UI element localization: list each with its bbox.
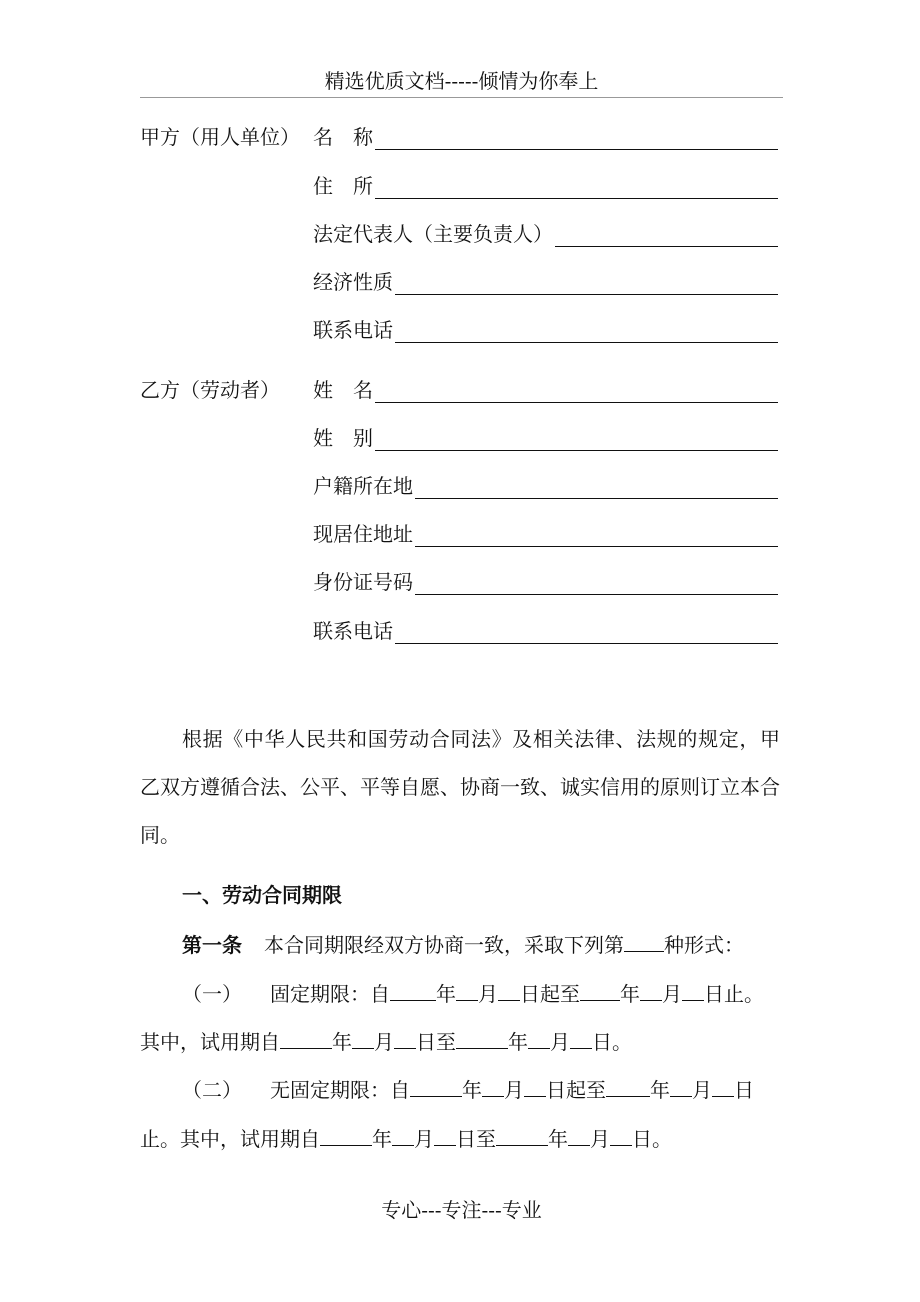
text: 日起至 <box>520 982 580 1006</box>
article-text: 种形式： <box>664 933 744 957</box>
blank-field[interactable] <box>712 1076 734 1097</box>
fill-line <box>395 320 778 343</box>
party-b-name-field[interactable] <box>313 377 778 403</box>
fill-line <box>415 476 778 499</box>
text: 年 <box>508 1030 528 1054</box>
article-text: 本合同期限经双方协商一致，采取下列第 <box>264 933 624 957</box>
fill-line <box>555 224 778 247</box>
text: 止。其中，试用期自 <box>140 1127 320 1151</box>
field-label: 姓 别 <box>313 426 373 450</box>
article-1 <box>182 931 744 958</box>
field-label: 现居住地址 <box>313 522 413 546</box>
party-b-phone-field[interactable] <box>313 618 778 644</box>
option-fixed-term-line1 <box>182 980 764 1007</box>
fill-line <box>375 428 778 451</box>
text: 日止。 <box>704 982 764 1006</box>
text: 日至 <box>416 1030 456 1054</box>
text: 年 <box>650 1078 670 1102</box>
text: 月 <box>662 982 682 1006</box>
blank-field[interactable] <box>456 980 478 1001</box>
party-a-name-field[interactable] <box>313 124 778 150</box>
field-label: 联系电话 <box>313 318 393 342</box>
field-label: 经济性质 <box>313 270 393 294</box>
party-b-label: 乙方（劳动者） <box>140 378 280 402</box>
party-b-household-field[interactable] <box>313 473 778 499</box>
text: 年 <box>372 1127 392 1151</box>
blank-field[interactable] <box>682 980 704 1001</box>
blank-field[interactable] <box>410 1076 462 1097</box>
blank-field[interactable] <box>610 1125 632 1146</box>
text: 日至 <box>456 1127 496 1151</box>
fill-line <box>375 127 778 150</box>
preamble-paragraph: 根据《中华人民共和国劳动合同法》及相关法律、法规的规定，甲乙双方遵循合法、公平、平等自愿、协商一致、诚实信用的原则订立本合同。 <box>140 727 780 847</box>
blank-field[interactable] <box>606 1076 650 1097</box>
blank-field[interactable] <box>524 1076 546 1097</box>
blank-field[interactable] <box>394 1028 416 1049</box>
field-label: 住 所 <box>313 174 373 198</box>
page-footer: 专心---专注---专业 <box>381 1198 542 1222</box>
fill-line <box>395 272 778 295</box>
text: 日 <box>734 1078 754 1102</box>
option-label: （二） <box>182 1078 242 1102</box>
blank-field[interactable] <box>456 1028 508 1049</box>
text: 月 <box>414 1127 434 1151</box>
party-a-address-field[interactable] <box>313 173 778 199</box>
text: 年 <box>620 982 640 1006</box>
blank-field[interactable] <box>482 1076 504 1097</box>
option-open-term-line2 <box>140 1125 672 1152</box>
article-number: 第一条 <box>182 933 242 957</box>
text: 月 <box>478 982 498 1006</box>
blank-field[interactable] <box>528 1028 550 1049</box>
blank-field[interactable] <box>624 931 664 952</box>
blank-field[interactable] <box>640 980 662 1001</box>
field-label: 联系电话 <box>313 619 393 643</box>
party-b-current-address-field[interactable] <box>313 521 778 547</box>
blank-field[interactable] <box>352 1028 374 1049</box>
option-open-term-line1 <box>182 1076 754 1103</box>
text: 其中，试用期自 <box>140 1030 280 1054</box>
text: 月 <box>692 1078 712 1102</box>
text: 年 <box>462 1078 482 1102</box>
blank-field[interactable] <box>320 1125 372 1146</box>
blank-field[interactable] <box>670 1076 692 1097</box>
header-rule <box>140 97 783 98</box>
fill-line <box>375 380 778 403</box>
text: 月 <box>504 1078 524 1102</box>
party-a-label: 甲方（用人单位） <box>140 125 300 149</box>
text: 日起至 <box>546 1078 606 1102</box>
field-label: 法定代表人（主要负责人） <box>313 222 553 246</box>
field-label: 户籍所在地 <box>313 474 413 498</box>
party-b-gender-field[interactable] <box>313 425 778 451</box>
blank-field[interactable] <box>434 1125 456 1146</box>
party-a-representative-field[interactable] <box>313 221 778 247</box>
text: 年 <box>436 982 456 1006</box>
text: 年 <box>332 1030 352 1054</box>
fill-line <box>375 176 778 199</box>
fill-line <box>415 524 778 547</box>
blank-field[interactable] <box>280 1028 332 1049</box>
blank-field[interactable] <box>568 1125 590 1146</box>
blank-field[interactable] <box>496 1125 548 1146</box>
party-b-id-number-field[interactable] <box>313 569 778 595</box>
text: 月 <box>590 1127 610 1151</box>
blank-field[interactable] <box>570 1028 592 1049</box>
blank-field[interactable] <box>390 980 436 1001</box>
party-a-economic-nature-field[interactable] <box>313 269 778 295</box>
blank-field[interactable] <box>498 980 520 1001</box>
party-a-phone-field[interactable] <box>313 317 778 343</box>
text: 月 <box>550 1030 570 1054</box>
text: 无固定期限：自 <box>270 1078 410 1102</box>
page-header: 精选优质文档-----倾情为你奉上 <box>324 69 599 93</box>
field-label: 姓 名 <box>313 378 373 402</box>
blank-field[interactable] <box>392 1125 414 1146</box>
fill-line <box>415 572 778 595</box>
text: 固定期限：自 <box>270 982 390 1006</box>
text: 日。 <box>592 1030 632 1054</box>
text: 年 <box>548 1127 568 1151</box>
section-heading: 一、劳动合同期限 <box>182 883 342 907</box>
text: 月 <box>374 1030 394 1054</box>
text: 日。 <box>632 1127 672 1151</box>
field-label: 身份证号码 <box>313 570 413 594</box>
option-label: （一） <box>182 982 242 1006</box>
option-fixed-term-line2 <box>140 1028 632 1055</box>
fill-line <box>395 621 778 644</box>
field-label: 名 称 <box>313 125 373 149</box>
blank-field[interactable] <box>580 980 620 1001</box>
